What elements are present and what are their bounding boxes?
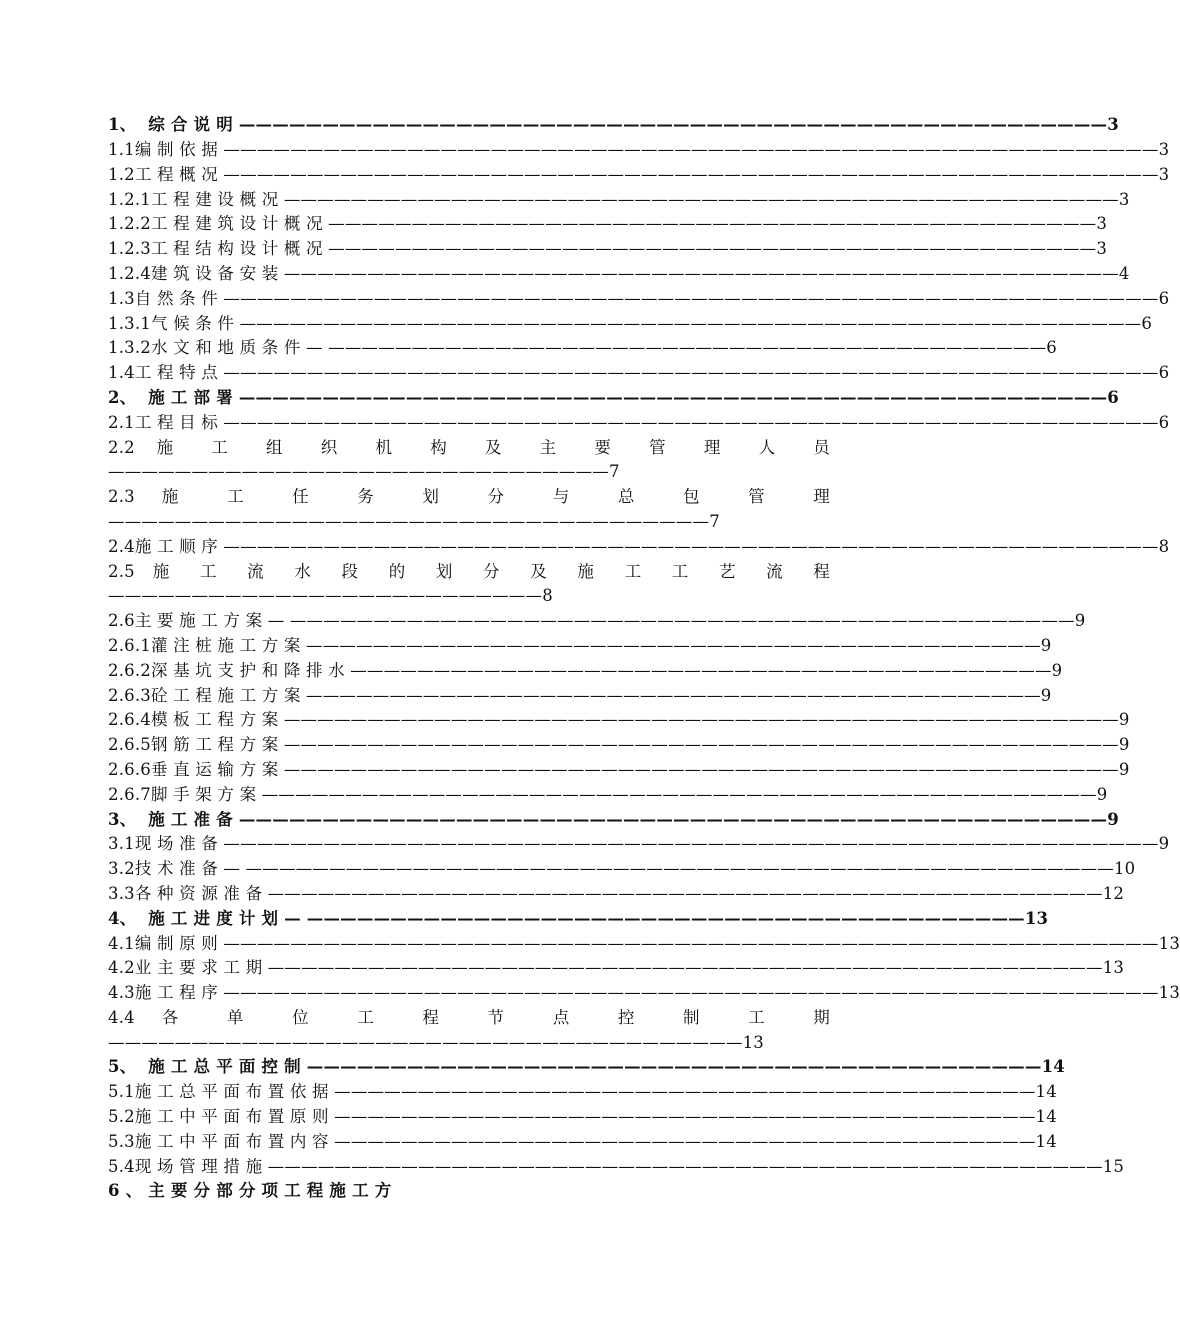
toc-entry[interactable]: 1.3自 然 条 件 ————————————————————————————————————————————————————————6 <box>108 288 1170 308</box>
toc-entry[interactable]: 2.4施 工 顺 序 ————————————————————————————————————————————————————————8 <box>108 536 1170 556</box>
toc-entry[interactable]: 1.2.1工 程 建 设 概 况 ——————————————————————————————————————————————————3 <box>108 189 1130 209</box>
toc-entry[interactable]: 4.1编 制 原 则 ————————————————————————————————————————————————————————13 <box>108 933 1180 953</box>
toc-section-heading[interactable]: 2、 施 工 部 署 ————————————————————————————————————————————————————6 <box>108 387 1119 407</box>
toc-entry[interactable]: 1.2.2工 程 建 筑 设 计 概 况 ——————————————————————————————————————————————3 <box>108 214 1108 234</box>
toc-entry[interactable]: 5.4现 场 管 理 措 施 ——————————————————————————————————————————————————15 <box>108 1156 1125 1176</box>
toc-entry[interactable]: 3.2技 术 准 备 — ————————————————————————————————————————————————————10 <box>108 859 1136 879</box>
toc-entry[interactable]: 4.4 各 单 位 工 程 节 点 控 制 工 期 ——————————————————————————————————————13 <box>108 1007 830 1052</box>
toc-entry[interactable]: 2.6.4模 板 工 程 方 案 ——————————————————————————————————————————————————9 <box>108 710 1130 730</box>
toc-entry[interactable]: 2.1工 程 目 标 ————————————————————————————————————————————————————————6 <box>108 412 1170 432</box>
toc-entry[interactable]: 4.2业 主 要 求 工 期 ——————————————————————————————————————————————————13 <box>108 958 1125 978</box>
toc-entry[interactable]: 2.6.1灌 注 桩 施 工 方 案 ————————————————————————————————————————————9 <box>108 635 1052 655</box>
toc-section-heading[interactable]: 6 、 主 要 分 部 分 项 工 程 施 工 方 <box>108 1181 392 1201</box>
toc-entry[interactable]: 2.6.5钢 筋 工 程 方 案 ——————————————————————————————————————————————————9 <box>108 735 1130 755</box>
toc-entry[interactable]: 2.6.3砼 工 程 施 工 方 案 ————————————————————————————————————————————9 <box>108 685 1052 705</box>
toc-entry[interactable]: 1.3.2水 文 和 地 质 条 件 — ———————————————————————————————————————————6 <box>108 338 1057 358</box>
toc-entry[interactable]: 2.5 施 工 流 水 段 的 划 分 及 施 工 工 艺 流 程 ——————————————————————————8 <box>108 561 830 606</box>
toc-entry[interactable]: 1.2.4建 筑 设 备 安 装 ——————————————————————————————————————————————————4 <box>108 263 1130 283</box>
table-of-contents <box>108 112 1180 1204</box>
toc-section-heading[interactable]: 3、 施 工 准 备 ————————————————————————————————————————————————————9 <box>108 809 1119 829</box>
toc-entry[interactable]: 4.3施 工 程 序 ————————————————————————————————————————————————————————13 <box>108 983 1180 1003</box>
toc-entry[interactable]: 1.3.1气 候 条 件 ——————————————————————————————————————————————————————6 <box>108 313 1153 333</box>
toc-entry[interactable]: 5.1施 工 总 平 面 布 置 依 据 ——————————————————————————————————————————14 <box>108 1082 1057 1102</box>
toc-section-heading[interactable]: 5、 施 工 总 平 面 控 制 ————————————————————————————————————————————14 <box>108 1057 1065 1077</box>
toc-entry[interactable]: 5.3施 工 中 平 面 布 置 内 容 ——————————————————————————————————————————14 <box>108 1131 1057 1151</box>
toc-entry[interactable]: 1.2.3工 程 结 构 设 计 概 况 ——————————————————————————————————————————————3 <box>108 239 1108 259</box>
toc-entry[interactable]: 2.6.6垂 直 运 输 方 案 ——————————————————————————————————————————————————9 <box>108 759 1130 779</box>
toc-entry[interactable]: 5.2施 工 中 平 面 布 置 原 则 ——————————————————————————————————————————14 <box>108 1107 1057 1127</box>
toc-entry[interactable]: 2.6.2深 基 坑 支 护 和 降 排 水 ——————————————————————————————————————————9 <box>108 660 1063 680</box>
toc-entry[interactable]: 1.1编 制 依 据 ————————————————————————————————————————————————————————3 <box>108 140 1170 159</box>
toc-entry[interactable]: 3.1现 场 准 备 ————————————————————————————————————————————————————————9 <box>108 834 1170 854</box>
toc-entry[interactable]: 2.3 施 工 任 务 划 分 与 总 包 管 理 ————————————————————————————————————7 <box>108 487 830 531</box>
toc-entry[interactable]: 2.6主 要 施 工 方 案 — ———————————————————————————————————————————————9 <box>108 611 1086 631</box>
toc-section-heading[interactable]: 1、 综 合 说 明 ————————————————————————————————————————————————————3 <box>108 115 1119 134</box>
toc-entry[interactable]: 2.2 施 工 组 织 机 构 及 主 要 管 理 人 员 ——————————————————————————————7 <box>108 437 830 482</box>
toc-section-heading[interactable]: 4、 施 工 进 度 计 划 — ———————————————————————————————————————————13 <box>108 908 1049 928</box>
toc-entry[interactable]: 1.2工 程 概 况 ————————————————————————————————————————————————————————3 <box>108 164 1170 184</box>
toc-entry[interactable]: 1.4工 程 特 点 ————————————————————————————————————————————————————————6 <box>108 363 1170 383</box>
toc-entry[interactable]: 2.6.7脚 手 架 方 案 ——————————————————————————————————————————————————9 <box>108 784 1108 804</box>
toc-entry[interactable]: 3.3各 种 资 源 准 备 ——————————————————————————————————————————————————12 <box>108 883 1125 903</box>
